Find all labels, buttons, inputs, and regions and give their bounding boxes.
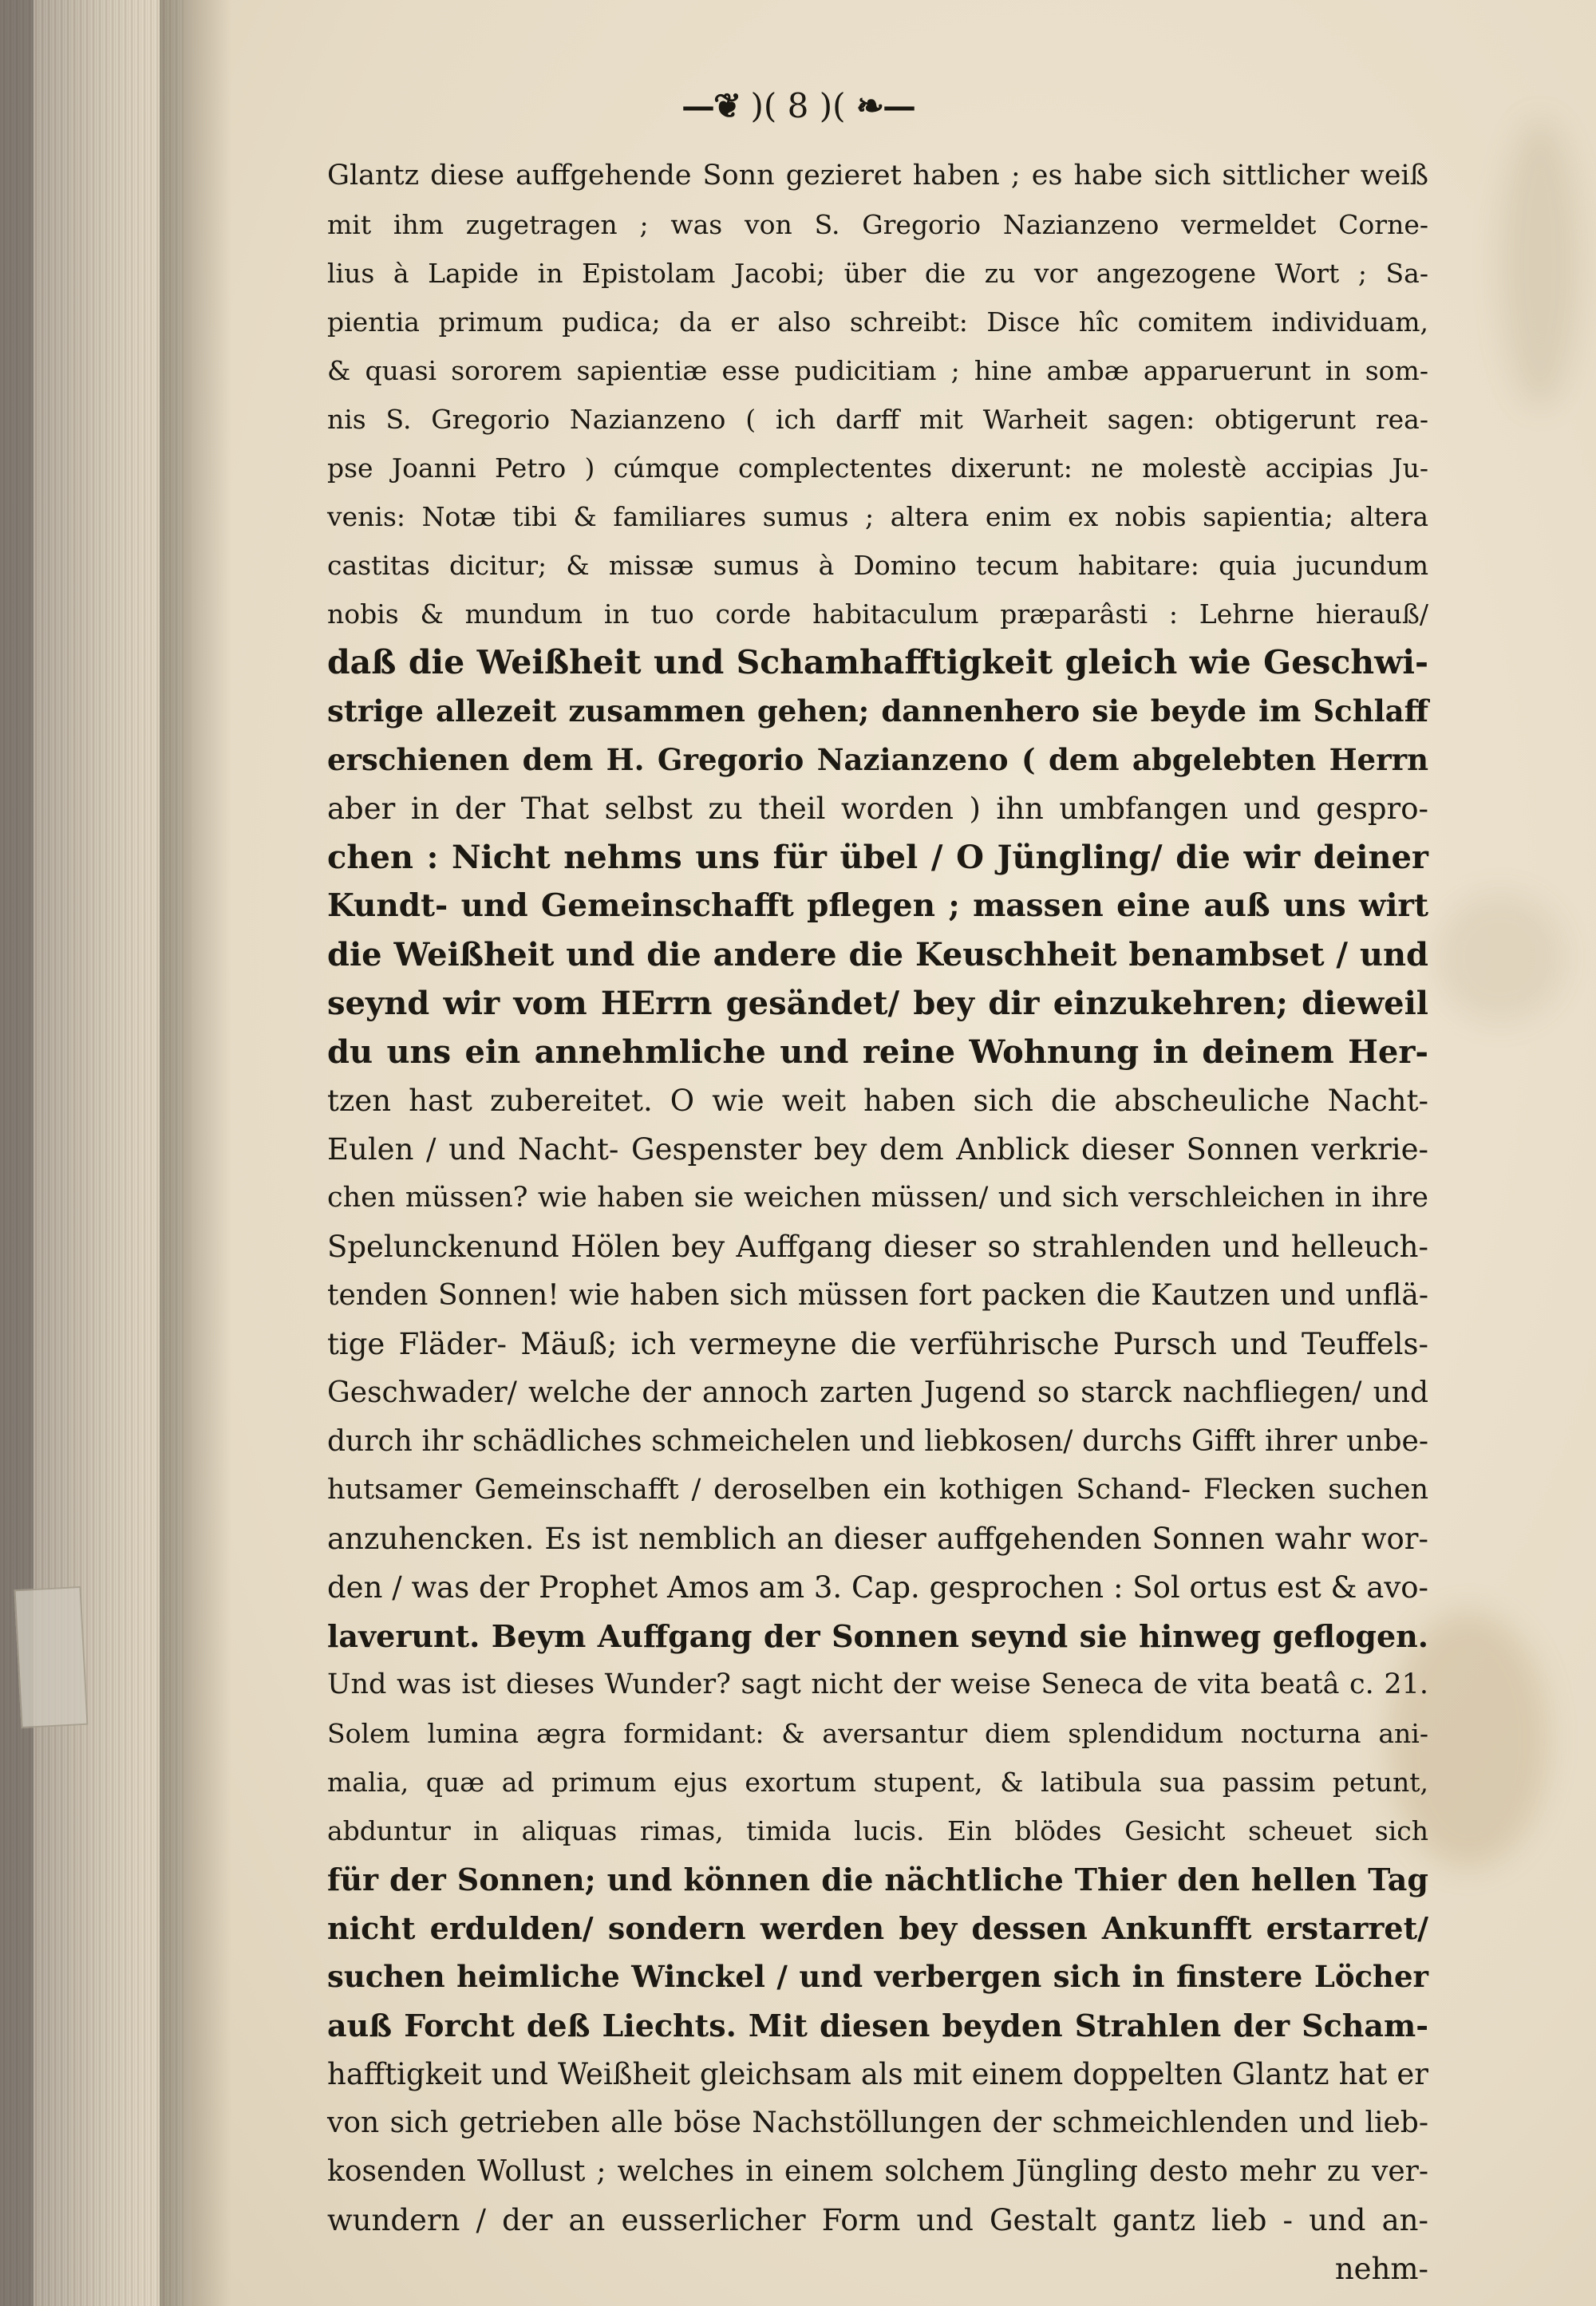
text-line: den / was der Prophet Amos am 3. Cap. gesprochen : Sol ortus est & avo- [327, 1570, 1428, 1605]
text-line: wundern / der an eusserlicher Form und Gestalt gantz lieb - und an- [327, 2203, 1428, 2237]
body-text [327, 152, 1428, 2293]
text-line: malia, quæ ad primum ejus exortum stupent, & latibula sua passim petunt, [327, 1767, 1428, 1798]
text-line: nis S. Gregorio Nazianzeno ( ich darff mit Warheit sagen: obtigerunt rea- [327, 404, 1428, 435]
text-line: anzuhencken. Es ist nemblich an dieser auffgehenden Sonnen wahr wor- [327, 1522, 1428, 1556]
text-line: tzen hast zubereitet. O wie weit haben sich die abscheuliche Nacht- [327, 1084, 1428, 1118]
text-line: Glantz diese auffgehende Sonn gezieret haben ; es habe sich sittlicher weiß [327, 160, 1428, 192]
text-line: chen müssen? wie haben sie weichen müssen/ und sich verschleichen in ihre [327, 1182, 1428, 1214]
catchword: nehm- [1334, 2252, 1428, 2286]
text-line: tenden Sonnen! wie haben sich müssen fort packen die Kautzen und unflä- [327, 1279, 1428, 1312]
page-header [0, 86, 1596, 125]
text-line: Kundt- und Gemeinschafft pflegen ; massen eine auß uns wirt [327, 887, 1428, 924]
text-line: Eulen / und Nacht- Gespenster bey dem Anblick dieser Sonnen verkrie- [327, 1132, 1428, 1167]
text-line: auß Forcht deß Liechts. Mit diesen beyden Strahlen der Scham- [327, 2008, 1428, 2043]
text-line: hutsamer Gemeinschafft / deroselben ein kothigen Schand- Flecken suchen [327, 1474, 1428, 1506]
text-line: von sich getrieben alle böse Nachstöllungen der schmeichlenden und lieb- [327, 2107, 1428, 2139]
paper-tab [14, 1586, 89, 1728]
text-line: pse Joanni Petro ) cúmque complectentes dixerunt: ne molestè accipias Ju- [327, 452, 1428, 484]
text-line: durch ihr schädliches schmeichelen und liebkosen/ durchs Gifft ihrer unbe- [327, 1425, 1428, 1458]
text-line: du uns ein annehmliche und reine Wohnung in deinem Her- [327, 1033, 1428, 1071]
text-line: & quasi sororem sapientiæ esse pudicitiam ; hine ambæ apparuerunt in som- [327, 355, 1428, 386]
text-line: suchen heimliche Winckel / und verbergen sich in finstere Löcher [327, 1959, 1428, 1994]
text-line: Und was ist dieses Wunder? sagt nicht der weise Seneca de vita beatâ c. 21. [327, 1668, 1428, 1700]
text-line: strige allezeit zusammen gehen; dannenhero sie beyde im Schlaff [327, 693, 1428, 729]
text-line: castitas dicitur; & missæ sumus à Domino tecum habitare: quia jucundum [327, 550, 1428, 581]
text-line: pientia primum pudica; da er also schreibt: Disce hîc comitem individuam, [327, 306, 1428, 338]
foxing-stain [1436, 894, 1564, 1021]
text-line: daß die Weißheit und Schamhafftigkeit gleich wie Geschwi- [327, 643, 1428, 681]
text-line: erschienen dem H. Gregorio Nazianzeno ( dem abgelebten Herrn [327, 742, 1428, 777]
text-line: für der Sonnen; und können die nächtliche Thier den hellen Tag [327, 1862, 1428, 1897]
book-cover-edge [0, 0, 34, 2306]
ornament-right: ❧— [855, 86, 915, 125]
edge-stain [1500, 120, 1580, 407]
text-line: Solem lumina ægra formidant: & aversantur diem splendidum nocturna ani- [327, 1718, 1428, 1749]
text-line: kosenden Wollust ; welches in einem solchem Jüngling desto mehr zu ver- [327, 2155, 1428, 2188]
text-line: chen : Nicht nehms uns für übel / O Jüngling/ die wir deiner [327, 839, 1428, 876]
text-line: seynd wir vom HErrn gesändet/ bey dir einzukehren; dieweil [327, 985, 1428, 1022]
text-line: venis: Notæ tibi & familiares sumus ; altera enim ex nobis sapientia; altera [327, 501, 1428, 532]
text-line: tige Fläder- Mäuß; ich vermeyne die verführische Pursch und Teuffels- [327, 1327, 1428, 1361]
text-line: aber in der That selbst zu theil worden ) ihn umbfangen und gespro- [327, 792, 1428, 826]
text-line: hafftigkeit und Weißheit gleichsam als mit einem doppelten Glantz hat er [327, 2057, 1428, 2091]
text-line: abduntur in aliquas rimas, timida lucis. Ein blödes Gesicht scheuet sich [327, 1815, 1428, 1846]
text-line: die Weißheit und die andere die Keuschheit benambset / und [327, 936, 1428, 973]
text-line: lius à Lapide in Epistolam Jacobi; über die zu vor angezogene Wort ; Sa- [327, 258, 1428, 289]
text-line: mit ihm zugetragen ; was von S. Gregorio Nazianzeno vermeldet Corne- [327, 209, 1428, 240]
text-line: Spelunckenund Hölen bey Auffgang dieser so strahlenden und helleuch- [327, 1230, 1428, 1264]
text-line: nobis & mundum in tuo corde habitaculum præparâsti : Lehrne hierauß/ [327, 598, 1428, 630]
ornament-left: —❦ [681, 86, 741, 125]
page-number: )( 8 )( [750, 86, 846, 125]
text-line: nicht erdulden/ sondern werden bey dessen Ankunfft erstarret/ [327, 1910, 1428, 1946]
text-line: laverunt. Beym Auffgang der Sonnen seynd sie hinweg geflogen. [327, 1618, 1428, 1654]
gutter-shadow [160, 0, 231, 2306]
text-line: Geschwader/ welche der annoch zarten Jugend so starck nachfliegen/ und [327, 1376, 1428, 1409]
